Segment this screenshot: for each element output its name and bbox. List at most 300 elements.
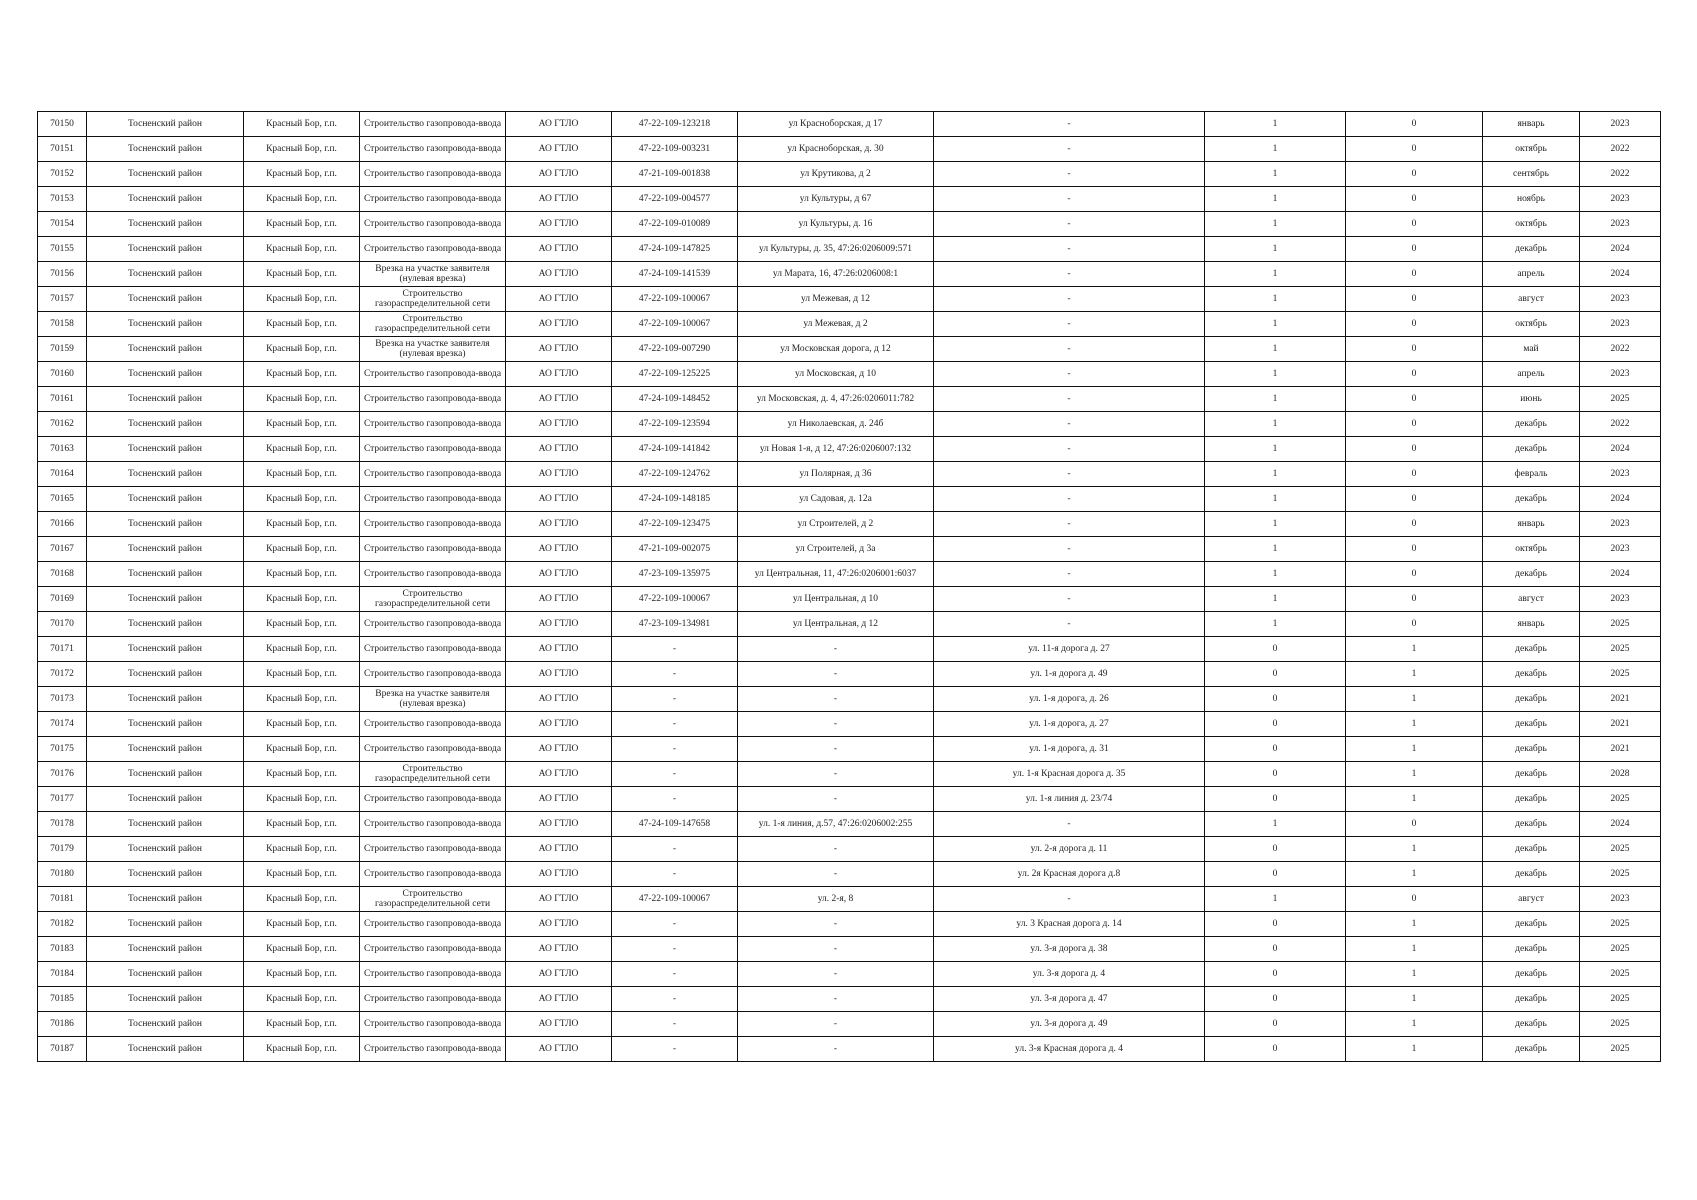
address-cell: ул Крутикова, д 2 [738, 162, 934, 187]
work-type-cell: Строительство газопровода-ввода [360, 187, 506, 212]
district-cell: Тосненский район [87, 687, 244, 712]
month-cell: август [1483, 587, 1580, 612]
table-row [38, 412, 1661, 437]
row-number-cell: 70185 [38, 987, 87, 1012]
year-cell: 2025 [1580, 387, 1661, 412]
month-cell: декабрь [1483, 437, 1580, 462]
settlement-cell: Красный Бор, г.п. [244, 662, 360, 687]
application-number-cell: - [612, 862, 738, 887]
work-type-cell: Строительство газопровода-ввода [360, 537, 506, 562]
address-cell: ул Центральная, 11, 47:26:0206001:6037 [738, 562, 934, 587]
organization-cell: АО ГТЛО [506, 812, 612, 837]
count-a-cell: 1 [1205, 562, 1346, 587]
table-row [38, 312, 1661, 337]
settlement-cell: Красный Бор, г.п. [244, 612, 360, 637]
district-cell: Тосненский район [87, 137, 244, 162]
alternate-address-cell: ул. 11-я дорога д. 27 [934, 637, 1205, 662]
count-a-cell: 1 [1205, 362, 1346, 387]
address-cell: - [738, 787, 934, 812]
district-cell: Тосненский район [87, 412, 244, 437]
district-cell: Тосненский район [87, 262, 244, 287]
table-row [38, 487, 1661, 512]
organization-cell: АО ГТЛО [506, 412, 612, 437]
year-cell: 2023 [1580, 287, 1661, 312]
year-cell: 2025 [1580, 962, 1661, 987]
year-cell: 2021 [1580, 737, 1661, 762]
application-number-cell: - [612, 787, 738, 812]
alternate-address-cell: - [934, 212, 1205, 237]
district-cell: Тосненский район [87, 537, 244, 562]
district-cell: Тосненский район [87, 937, 244, 962]
district-cell: Тосненский район [87, 1012, 244, 1037]
settlement-cell: Красный Бор, г.п. [244, 287, 360, 312]
count-b-cell: 0 [1346, 362, 1483, 387]
month-cell: декабрь [1483, 987, 1580, 1012]
work-type-cell: Врезка на участке заявителя (нулевая врезка) [360, 262, 506, 287]
month-cell: август [1483, 887, 1580, 912]
address-cell: ул Строителей, д 2 [738, 512, 934, 537]
table-row [38, 987, 1661, 1012]
count-a-cell: 1 [1205, 287, 1346, 312]
alternate-address-cell: - [934, 537, 1205, 562]
month-cell: июнь [1483, 387, 1580, 412]
year-cell: 2025 [1580, 1037, 1661, 1062]
table-row [38, 812, 1661, 837]
count-b-cell: 0 [1346, 587, 1483, 612]
year-cell: 2024 [1580, 437, 1661, 462]
table-row [38, 362, 1661, 387]
work-type-cell: Строительство газопровода-ввода [360, 937, 506, 962]
month-cell: апрель [1483, 262, 1580, 287]
table-row [38, 837, 1661, 862]
application-number-cell: - [612, 712, 738, 737]
year-cell: 2025 [1580, 787, 1661, 812]
district-cell: Тосненский район [87, 437, 244, 462]
month-cell: декабрь [1483, 912, 1580, 937]
year-cell: 2024 [1580, 237, 1661, 262]
month-cell: май [1483, 337, 1580, 362]
count-b-cell: 1 [1346, 687, 1483, 712]
count-a-cell: 0 [1205, 787, 1346, 812]
application-number-cell: - [612, 637, 738, 662]
organization-cell: АО ГТЛО [506, 387, 612, 412]
settlement-cell: Красный Бор, г.п. [244, 1012, 360, 1037]
count-a-cell: 0 [1205, 937, 1346, 962]
organization-cell: АО ГТЛО [506, 737, 612, 762]
organization-cell: АО ГТЛО [506, 262, 612, 287]
alternate-address-cell: - [934, 462, 1205, 487]
work-type-cell: Строительство газопровода-ввода [360, 237, 506, 262]
row-number-cell: 70151 [38, 137, 87, 162]
organization-cell: АО ГТЛО [506, 662, 612, 687]
address-cell: ул Межевая, д 12 [738, 287, 934, 312]
table-row [38, 512, 1661, 537]
row-number-cell: 70180 [38, 862, 87, 887]
work-type-cell: Строительство газопровода-ввода [360, 912, 506, 937]
organization-cell: АО ГТЛО [506, 462, 612, 487]
count-b-cell: 1 [1346, 762, 1483, 787]
application-number-cell: - [612, 912, 738, 937]
organization-cell: АО ГТЛО [506, 787, 612, 812]
organization-cell: АО ГТЛО [506, 862, 612, 887]
count-b-cell: 0 [1346, 187, 1483, 212]
count-b-cell: 0 [1346, 262, 1483, 287]
count-a-cell: 1 [1205, 162, 1346, 187]
application-number-cell: - [612, 1037, 738, 1062]
count-a-cell: 1 [1205, 612, 1346, 637]
address-cell: ул Марата, 16, 47:26:0206008:1 [738, 262, 934, 287]
data-table [37, 111, 1661, 1062]
alternate-address-cell: ул. 3-я дорога д. 4 [934, 962, 1205, 987]
table-row [38, 962, 1661, 987]
application-number-cell: 47-22-109-003231 [612, 137, 738, 162]
settlement-cell: Красный Бор, г.п. [244, 512, 360, 537]
table-row [38, 162, 1661, 187]
settlement-cell: Красный Бор, г.п. [244, 812, 360, 837]
alternate-address-cell: - [934, 812, 1205, 837]
settlement-cell: Красный Бор, г.п. [244, 262, 360, 287]
address-cell: - [738, 962, 934, 987]
count-a-cell: 1 [1205, 112, 1346, 137]
organization-cell: АО ГТЛО [506, 562, 612, 587]
address-cell: ул Московская дорога, д 12 [738, 337, 934, 362]
work-type-cell: Строительство газопровода-ввода [360, 637, 506, 662]
count-b-cell: 1 [1346, 962, 1483, 987]
table-row [38, 762, 1661, 787]
alternate-address-cell: - [934, 137, 1205, 162]
row-number-cell: 70177 [38, 787, 87, 812]
organization-cell: АО ГТЛО [506, 237, 612, 262]
organization-cell: АО ГТЛО [506, 437, 612, 462]
organization-cell: АО ГТЛО [506, 212, 612, 237]
count-b-cell: 0 [1346, 212, 1483, 237]
table-row [38, 262, 1661, 287]
alternate-address-cell: - [934, 612, 1205, 637]
count-a-cell: 1 [1205, 537, 1346, 562]
year-cell: 2021 [1580, 712, 1661, 737]
month-cell: декабрь [1483, 937, 1580, 962]
count-a-cell: 0 [1205, 737, 1346, 762]
district-cell: Тосненский район [87, 737, 244, 762]
month-cell: декабрь [1483, 737, 1580, 762]
month-cell: декабрь [1483, 787, 1580, 812]
row-number-cell: 70153 [38, 187, 87, 212]
table-row [38, 137, 1661, 162]
table-row [38, 537, 1661, 562]
application-number-cell: 47-24-109-141539 [612, 262, 738, 287]
work-type-cell: Строительство газопровода-ввода [360, 837, 506, 862]
table-row [38, 887, 1661, 912]
month-cell: октябрь [1483, 537, 1580, 562]
table-row [38, 712, 1661, 737]
year-cell: 2022 [1580, 412, 1661, 437]
table-row [38, 1012, 1661, 1037]
district-cell: Тосненский район [87, 362, 244, 387]
application-number-cell: - [612, 937, 738, 962]
work-type-cell: Строительство газопровода-ввода [360, 562, 506, 587]
count-a-cell: 1 [1205, 212, 1346, 237]
count-a-cell: 1 [1205, 312, 1346, 337]
address-cell: ул Московская, д 10 [738, 362, 934, 387]
row-number-cell: 70168 [38, 562, 87, 587]
table-row [38, 437, 1661, 462]
district-cell: Тосненский район [87, 662, 244, 687]
month-cell: декабрь [1483, 862, 1580, 887]
settlement-cell: Красный Бор, г.п. [244, 737, 360, 762]
count-b-cell: 0 [1346, 487, 1483, 512]
row-number-cell: 70169 [38, 587, 87, 612]
work-type-cell: Строительство газопровода-ввода [360, 962, 506, 987]
row-number-cell: 70156 [38, 262, 87, 287]
application-number-cell: 47-22-109-123475 [612, 512, 738, 537]
address-cell: - [738, 837, 934, 862]
address-cell: ул. 2-я, 8 [738, 887, 934, 912]
address-cell: ул Полярная, д 36 [738, 462, 934, 487]
district-cell: Тосненский район [87, 787, 244, 812]
district-cell: Тосненский район [87, 187, 244, 212]
settlement-cell: Красный Бор, г.п. [244, 937, 360, 962]
application-number-cell: - [612, 837, 738, 862]
alternate-address-cell: - [934, 187, 1205, 212]
count-b-cell: 1 [1346, 987, 1483, 1012]
row-number-cell: 70157 [38, 287, 87, 312]
count-b-cell: 0 [1346, 887, 1483, 912]
alternate-address-cell: - [934, 387, 1205, 412]
count-a-cell: 1 [1205, 462, 1346, 487]
count-b-cell: 0 [1346, 312, 1483, 337]
year-cell: 2023 [1580, 362, 1661, 387]
table-row [38, 562, 1661, 587]
settlement-cell: Красный Бор, г.п. [244, 712, 360, 737]
work-type-cell: Строительство газопровода-ввода [360, 1037, 506, 1062]
application-number-cell: 47-24-109-148185 [612, 487, 738, 512]
address-cell: ул Центральная, д 10 [738, 587, 934, 612]
application-number-cell: - [612, 762, 738, 787]
month-cell: декабрь [1483, 1037, 1580, 1062]
count-b-cell: 0 [1346, 412, 1483, 437]
district-cell: Тосненский район [87, 312, 244, 337]
organization-cell: АО ГТЛО [506, 637, 612, 662]
year-cell: 2023 [1580, 112, 1661, 137]
address-cell: ул Новая 1-я, д 12, 47:26:0206007:132 [738, 437, 934, 462]
count-b-cell: 0 [1346, 437, 1483, 462]
table-row [38, 737, 1661, 762]
count-b-cell: 0 [1346, 162, 1483, 187]
year-cell: 2023 [1580, 187, 1661, 212]
alternate-address-cell: - [934, 887, 1205, 912]
month-cell: декабрь [1483, 412, 1580, 437]
alternate-address-cell: - [934, 112, 1205, 137]
settlement-cell: Красный Бор, г.п. [244, 237, 360, 262]
alternate-address-cell: - [934, 362, 1205, 387]
application-number-cell: 47-22-109-123218 [612, 112, 738, 137]
work-type-cell: Строительство газораспределительной сети [360, 287, 506, 312]
month-cell: декабрь [1483, 562, 1580, 587]
count-a-cell: 0 [1205, 912, 1346, 937]
address-cell: - [738, 912, 934, 937]
year-cell: 2023 [1580, 312, 1661, 337]
month-cell: октябрь [1483, 212, 1580, 237]
count-b-cell: 0 [1346, 137, 1483, 162]
settlement-cell: Красный Бор, г.п. [244, 487, 360, 512]
application-number-cell: 47-22-109-100067 [612, 287, 738, 312]
settlement-cell: Красный Бор, г.п. [244, 887, 360, 912]
settlement-cell: Красный Бор, г.п. [244, 587, 360, 612]
alternate-address-cell: - [934, 487, 1205, 512]
district-cell: Тосненский район [87, 887, 244, 912]
address-cell: ул Красноборская, д. 30 [738, 137, 934, 162]
organization-cell: АО ГТЛО [506, 312, 612, 337]
settlement-cell: Красный Бор, г.п. [244, 362, 360, 387]
district-cell: Тосненский район [87, 612, 244, 637]
work-type-cell: Строительство газораспределительной сети [360, 887, 506, 912]
month-cell: сентябрь [1483, 162, 1580, 187]
year-cell: 2025 [1580, 612, 1661, 637]
organization-cell: АО ГТЛО [506, 887, 612, 912]
count-a-cell: 1 [1205, 387, 1346, 412]
application-number-cell: - [612, 737, 738, 762]
count-b-cell: 0 [1346, 562, 1483, 587]
count-b-cell: 1 [1346, 1012, 1483, 1037]
month-cell: декабрь [1483, 837, 1580, 862]
table-row [38, 612, 1661, 637]
count-b-cell: 0 [1346, 112, 1483, 137]
year-cell: 2024 [1580, 562, 1661, 587]
address-cell: ул Московская, д. 4, 47:26:0206011:782 [738, 387, 934, 412]
application-number-cell: 47-22-109-004577 [612, 187, 738, 212]
count-a-cell: 0 [1205, 1037, 1346, 1062]
address-cell: ул Культуры, д 67 [738, 187, 934, 212]
settlement-cell: Красный Бор, г.п. [244, 112, 360, 137]
month-cell: декабрь [1483, 637, 1580, 662]
row-number-cell: 70175 [38, 737, 87, 762]
table-body [38, 112, 1661, 1062]
year-cell: 2023 [1580, 537, 1661, 562]
work-type-cell: Строительство газопровода-ввода [360, 162, 506, 187]
address-cell: ул Межевая, д 2 [738, 312, 934, 337]
address-cell: ул Николаевская, д. 24б [738, 412, 934, 437]
application-number-cell: 47-24-109-147658 [612, 812, 738, 837]
address-cell: ул Строителей, д 3а [738, 537, 934, 562]
count-a-cell: 1 [1205, 262, 1346, 287]
count-a-cell: 0 [1205, 712, 1346, 737]
settlement-cell: Красный Бор, г.п. [244, 562, 360, 587]
row-number-cell: 70154 [38, 212, 87, 237]
table-row [38, 912, 1661, 937]
settlement-cell: Красный Бор, г.п. [244, 912, 360, 937]
work-type-cell: Строительство газопровода-ввода [360, 212, 506, 237]
count-a-cell: 0 [1205, 662, 1346, 687]
organization-cell: АО ГТЛО [506, 362, 612, 387]
work-type-cell: Строительство газопровода-ввода [360, 612, 506, 637]
settlement-cell: Красный Бор, г.п. [244, 437, 360, 462]
application-number-cell: 47-22-109-125225 [612, 362, 738, 387]
row-number-cell: 70163 [38, 437, 87, 462]
organization-cell: АО ГТЛО [506, 537, 612, 562]
settlement-cell: Красный Бор, г.п. [244, 962, 360, 987]
count-a-cell: 1 [1205, 337, 1346, 362]
district-cell: Тосненский район [87, 112, 244, 137]
month-cell: декабрь [1483, 1012, 1580, 1037]
settlement-cell: Красный Бор, г.п. [244, 462, 360, 487]
alternate-address-cell: - [934, 312, 1205, 337]
count-b-cell: 1 [1346, 837, 1483, 862]
organization-cell: АО ГТЛО [506, 687, 612, 712]
count-b-cell: 1 [1346, 912, 1483, 937]
district-cell: Тосненский район [87, 512, 244, 537]
year-cell: 2023 [1580, 587, 1661, 612]
work-type-cell: Строительство газопровода-ввода [360, 787, 506, 812]
alternate-address-cell: ул. 1-я Красная дорога д. 35 [934, 762, 1205, 787]
settlement-cell: Красный Бор, г.п. [244, 837, 360, 862]
month-cell: январь [1483, 512, 1580, 537]
address-cell: - [738, 937, 934, 962]
district-cell: Тосненский район [87, 712, 244, 737]
year-cell: 2023 [1580, 462, 1661, 487]
district-cell: Тосненский район [87, 962, 244, 987]
application-number-cell: - [612, 662, 738, 687]
district-cell: Тосненский район [87, 287, 244, 312]
work-type-cell: Строительство газопровода-ввода [360, 137, 506, 162]
month-cell: январь [1483, 612, 1580, 637]
count-a-cell: 0 [1205, 862, 1346, 887]
organization-cell: АО ГТЛО [506, 912, 612, 937]
organization-cell: АО ГТЛО [506, 487, 612, 512]
month-cell: декабрь [1483, 237, 1580, 262]
row-number-cell: 70150 [38, 112, 87, 137]
organization-cell: АО ГТЛО [506, 112, 612, 137]
row-number-cell: 70170 [38, 612, 87, 637]
row-number-cell: 70164 [38, 462, 87, 487]
organization-cell: АО ГТЛО [506, 512, 612, 537]
district-cell: Тосненский район [87, 587, 244, 612]
district-cell: Тосненский район [87, 912, 244, 937]
settlement-cell: Красный Бор, г.п. [244, 312, 360, 337]
count-b-cell: 1 [1346, 787, 1483, 812]
count-a-cell: 1 [1205, 187, 1346, 212]
district-cell: Тосненский район [87, 562, 244, 587]
row-number-cell: 70159 [38, 337, 87, 362]
month-cell: декабрь [1483, 962, 1580, 987]
table-row [38, 212, 1661, 237]
count-b-cell: 1 [1346, 937, 1483, 962]
count-b-cell: 0 [1346, 512, 1483, 537]
organization-cell: АО ГТЛО [506, 1037, 612, 1062]
work-type-cell: Строительство газопровода-ввода [360, 712, 506, 737]
month-cell: апрель [1483, 362, 1580, 387]
count-b-cell: 0 [1346, 387, 1483, 412]
count-b-cell: 0 [1346, 287, 1483, 312]
row-number-cell: 70166 [38, 512, 87, 537]
work-type-cell: Строительство газопровода-ввода [360, 862, 506, 887]
count-a-cell: 0 [1205, 762, 1346, 787]
application-number-cell: 47-24-109-141842 [612, 437, 738, 462]
count-b-cell: 0 [1346, 462, 1483, 487]
work-type-cell: Строительство газопровода-ввода [360, 487, 506, 512]
month-cell: октябрь [1483, 137, 1580, 162]
row-number-cell: 70158 [38, 312, 87, 337]
application-number-cell: 47-22-109-100067 [612, 587, 738, 612]
count-b-cell: 0 [1346, 812, 1483, 837]
alternate-address-cell: - [934, 262, 1205, 287]
address-cell: ул Садовая, д. 12а [738, 487, 934, 512]
count-b-cell: 1 [1346, 712, 1483, 737]
table-row [38, 287, 1661, 312]
month-cell: октябрь [1483, 312, 1580, 337]
application-number-cell: 47-22-109-124762 [612, 462, 738, 487]
alternate-address-cell: - [934, 287, 1205, 312]
table-row [38, 1037, 1661, 1062]
